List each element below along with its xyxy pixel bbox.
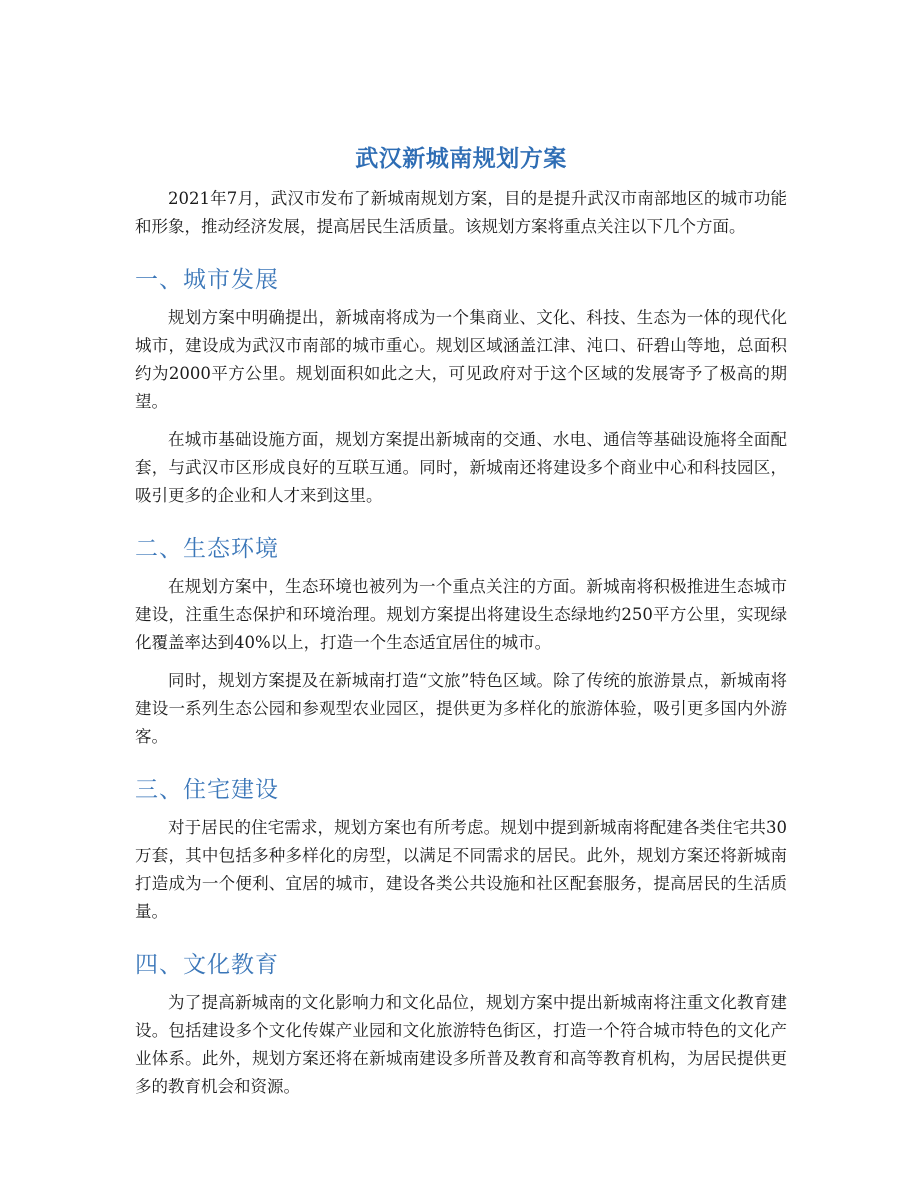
section-heading-urban-development: 一、城市发展 [135,267,279,293]
section-paragraph: 同时，规划方案提及在新城南打造“文旅”特色区域。除了传统的旅游景点，新城南将建设一系列生态公园和参观型农业园区，提供更为多样化的旅游体验，吸引更多国内外游客。 [135,671,787,746]
section-heading-culture-education: 四、文化教育 [135,952,279,978]
document-page [135,140,787,1111]
section-paragraph: 对于居民的住宅需求，规划方案也有所考虑。规划中提到新城南将配建各类住宅共30万套，其中包括多种多样化的房型，以满足不同需求的居民。此外，规划方案还将新城南打造成为一个便利、宜居的城市，建设各类公共设施和社区配套服务，提高居民的生活质量。 [135,818,787,921]
document-title: 武汉新城南规划方案 [355,145,567,172]
section-heading-ecology: 二、生态环境 [135,536,279,562]
intro-paragraph: 2021年7月，武汉市发布了新城南规划方案，目的是提升武汉市南部地区的城市功能和形象，推动经济发展，提高居民生活质量。该规划方案将重点关注以下几个方面。 [135,189,787,236]
section-paragraph: 为了提高新城南的文化影响力和文化品位，规划方案中提出新城南将注重文化教育建设。包括建设多个文化传媒产业园和文化旅游特色街区，打造一个符合城市特色的文化产业体系。此外，规划方案还将在新城南建设多所普及教育和高等教育机构，为居民提供更多的教育机会和资源。 [135,993,787,1096]
section-paragraph: 在城市基础设施方面，规划方案提出新城南的交通、水电、通信等基础设施将全面配套，与武汉市区形成良好的互联互通。同时，新城南还将建设多个商业中心和科技园区，吸引更多的企业和人才来到这里。 [135,430,787,505]
section-paragraph: 在规划方案中，生态环境也被列为一个重点关注的方面。新城南将积极推进生态城市建设，注重生态保护和环境治理。规划方案提出将建设生态绿地约250平方公里，实现绿化覆盖率达到40%以上，打造一个生态适宜居住的城市。 [135,577,787,652]
section-heading-housing: 三、住宅建设 [135,777,279,803]
section-paragraph: 规划方案中明确提出，新城南将成为一个集商业、文化、科技、生态为一体的现代化城市，建设成为武汉市南部的城市重心。规划区域涵盖江津、沌口、矸碧山等地，总面积约为2000平方公里。规划面积如此之大，可见政府对于这个区域的发展寄予了极高的期望。 [135,308,787,411]
